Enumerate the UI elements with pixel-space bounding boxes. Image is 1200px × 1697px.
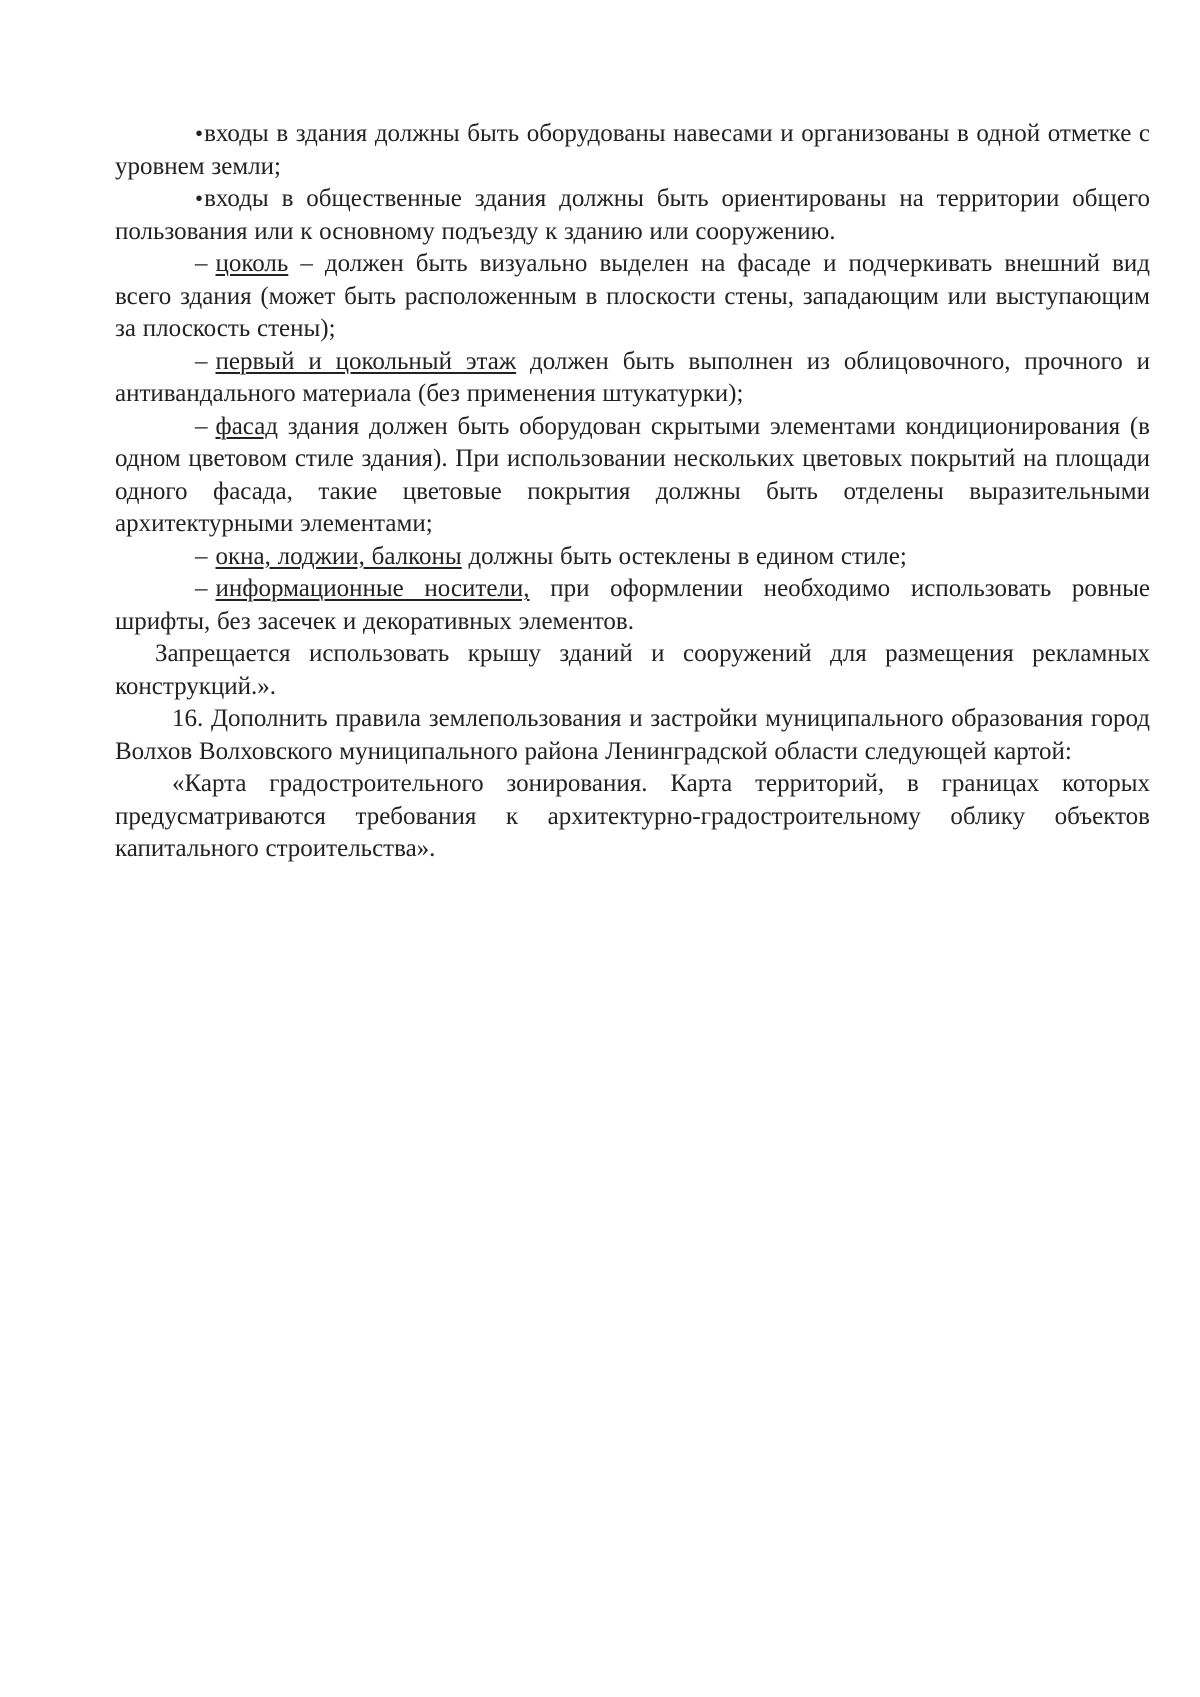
paragraph-item-16: [115, 703, 1150, 768]
paragraph-text: входы в здания должны быть оборудованы навесами и организованы в одной отметке с уровнем земли;: [115, 120, 1150, 180]
paragraph-roof-ban: [115, 638, 1150, 703]
document-page: [115, 118, 1150, 866]
dash-marker: –: [195, 347, 208, 375]
dash-marker: –: [195, 412, 208, 440]
paragraph-info-carriers: [115, 573, 1150, 638]
bullet-icon: •: [195, 121, 204, 146]
paragraph-ground-floor: [115, 346, 1150, 411]
paragraph-text: «Карта градостроительного зонирования. Карта территорий, в границах которых предусматриваются требования к архитектурно-градостроительному облику объектов капитального строительства».: [115, 770, 1150, 862]
paragraph-text: – должен быть визуально выделен на фасаде и подчеркивать внешний вид всего здания (может быть расположенным в плоскости стены, западающим или выступающим за плоскость стены);: [115, 250, 1150, 342]
paragraph-text: Запрещается использовать крышу зданий и сооружений для размещения рекламных конструкций.».: [115, 640, 1150, 700]
paragraph-facade: [115, 411, 1150, 541]
bullet-icon: •: [195, 186, 204, 211]
paragraph-entrances-level: [115, 118, 1150, 183]
paragraph-map-title: [115, 768, 1150, 866]
underlined-term: первый и цокольный этаж: [215, 347, 517, 375]
underlined-term: информационные носители,: [215, 575, 530, 602]
paragraph-plinth: [115, 248, 1150, 346]
paragraph-text: входы в общественные здания должны быть ориентированы на территории общего пользования или к основному подъезду к зданию или сооружению.: [115, 185, 1150, 245]
paragraph-entrances-public: [115, 183, 1150, 248]
underlined-term: фасад: [215, 412, 279, 440]
paragraph-text: здания должен быть оборудован скрытыми элементами кондиционирования (в одном цветовом стиле здания). При использовании нескольких цветовых покрытий на площади одного фасада, такие цветовые покрытия должны быть отделены выразительными архитектурными элементами;: [115, 412, 1150, 537]
paragraph-text: должен быть выполнен из облицовочного, прочного и антивандального материала (без применения штукатурки);: [115, 347, 1150, 407]
dash-marker: –: [195, 575, 208, 602]
dash-marker: –: [195, 542, 208, 570]
paragraph-text: при оформлении необходимо использовать ровные шрифты, без засечек и декоративных элементов.: [115, 575, 1150, 635]
underlined-term: цоколь: [215, 250, 289, 277]
paragraph-text: 16. Дополнить правила землепользования и застройки муниципального образования город Волхов Волховского муниципального района Ленинградской области следующей картой:: [115, 705, 1150, 765]
paragraph-text: должны быть остеклены в едином стиле;: [461, 542, 907, 570]
underlined-term: окна, лоджии, балконы: [215, 542, 462, 570]
dash-marker: –: [195, 250, 208, 277]
paragraph-windows: [115, 541, 1150, 574]
